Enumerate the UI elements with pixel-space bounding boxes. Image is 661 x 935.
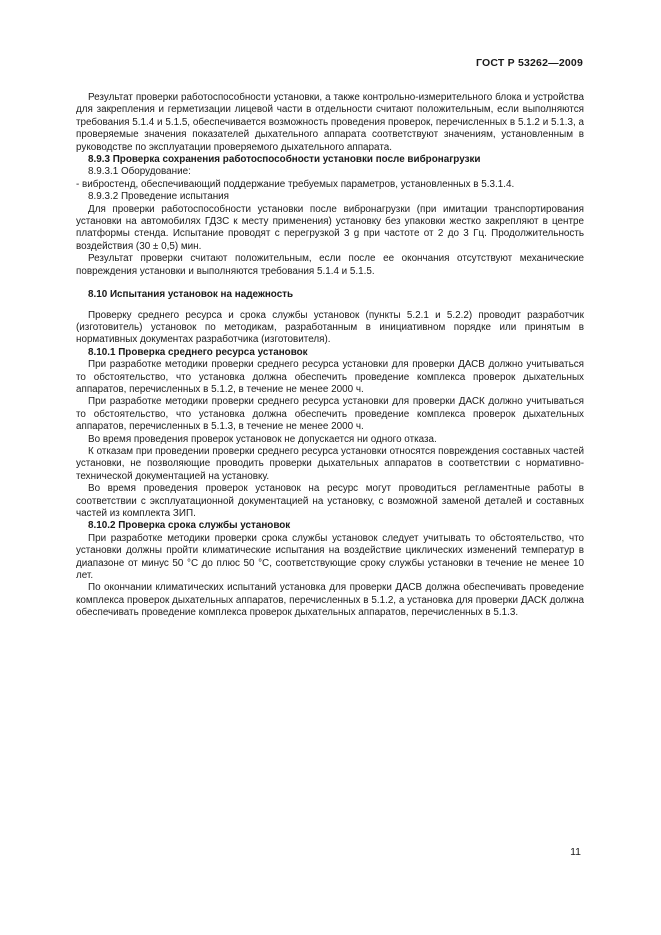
paragraph: При разработке методики проверки среднего ресурса установки для проверки ДАСВ должно учитываться то обстоятельство, что установка должна обеспечить проведение комплекса проверок дыхательных аппаратов, перечисленных в 5.1.2, в течение не менее 2000 ч.: [76, 359, 584, 395]
paragraph: Результат проверки работоспособности установки, а также контрольно-измерительного блока и устройства для закрепления и герметизации лицевой части в отдельности считают положительным, если выполняются требования 5.1.4 и 5.1.5, обеспечивается возможность проведения проверок, перечисленных в 5.1.2 и 5.1.3, а проверяемые значения показателей дыхательного аппарата соответствуют значениям, установленным в руководстве по эксплуатации проверяемого дыхательного аппарата.: [76, 92, 584, 153]
paragraph: Для проверки работоспособности установки после вибронагрузки (при имитации транспортирования установки на автомобилях ГДЗС к месту применения) установку без упаковки жестко закрепляют в центре платформы стенда. Испытание проводят с перегрузкой 3 g при частоте от 2 до 3 Гц. Продолжительность воздействия (30 ± 0,5) мин.: [76, 203, 584, 252]
section-heading: 8.10.2 Проверка срока службы установок: [88, 520, 291, 532]
paragraph: Проверку среднего ресурса и срока службы установок (пункты 5.2.1 и 5.2.2) проводит разработчик (изготовитель) установок по методикам, разработанным в инициативном порядке или принятым в нормативных документах разработчика (изготовителя).: [76, 309, 584, 346]
section-heading: 8.9.3 Проверка сохранения работоспособности установки после вибронагрузки: [88, 154, 481, 166]
paragraph: Результат проверки считают положительным, если после ее окончания отсутствуют механические повреждения установки и выполняются требования 5.1.4 и 5.1.5.: [76, 253, 584, 277]
section-heading: 8.10 Испытания установок на надежность: [88, 289, 294, 301]
subsection-title: 8.9.3.1 Оборудование:: [88, 166, 191, 178]
document-body: [76, 92, 584, 620]
standard-number: ГОСТ Р 53262—2009: [475, 57, 583, 69]
paragraph: При разработке методики проверки среднего ресурса установки для проверки ДАСК должно учитываться то обстоятельство, что установка должна обеспечить проведение комплекса проверок дыхательных аппаратов, перечисленных в 5.1.3, в течение не менее 2000 ч.: [76, 396, 584, 433]
paragraph: Во время проведения проверок установок на ресурс могут проводиться регламентные работы в соответствии с эксплуатационной документацией на установку, с возможной заменой деталей и составных частей из комплекта ЗИП.: [76, 483, 584, 519]
section-heading: 8.10.1 Проверка среднего ресурса установок: [88, 346, 308, 358]
list-item: - вибростенд, обеспечивающий поддержание требуемых параметров, установленных в 5.3.1.4.: [76, 178, 515, 190]
subsection-title: 8.9.3.2 Проведение испытания: [88, 191, 230, 203]
paragraph: При разработке методики проверки срока службы установок следует учитывать то обстоятельство, что установки должны пройти климатические испытания на воздействие циклических изменений температур в диапазоне от минус 50 °С до плюс 50 °С, соответствующие сроку службы установки в течение не менее 10 лет.: [76, 532, 584, 582]
paragraph: Во время проведения проверок установок не допускается ни одного отказа.: [88, 433, 437, 445]
paragraph: К отказам при проведении проверки среднего ресурса установки относятся повреждения составных частей установки, не позволяющие проводить проверки дыхательных аппаратов в соответствии с нормативно-технической документацией на установку.: [76, 445, 584, 482]
page-number: 11: [570, 846, 581, 858]
paragraph: По окончании климатических испытаний установка для проверки ДАСВ должна обеспечивать проведение комплекса проверок дыхательных аппаратов, перечисленных в 5.1.2, а установка для проверки ДАСК должна обеспечивать проведение комплекса проверок дыхательных аппаратов, перечисленных в 5.1.3.: [76, 582, 584, 619]
